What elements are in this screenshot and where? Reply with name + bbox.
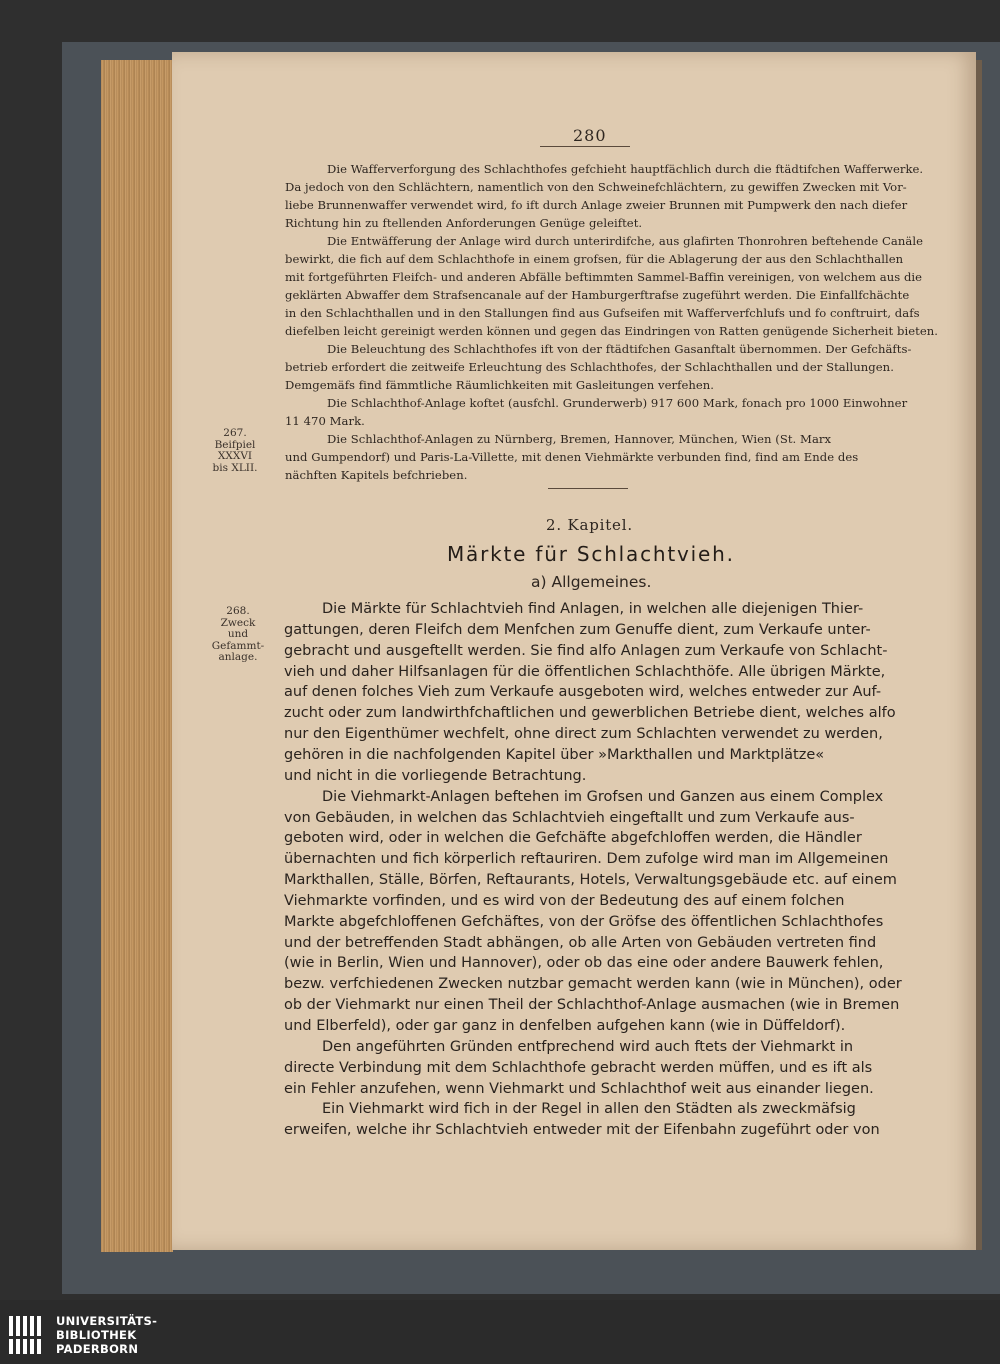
top-text-line: Demgemäfs find fämmtliche Räumlichkeiten mit Gasleitungen verfehen.: [285, 378, 715, 392]
body-text-line: Markte abgefchloffenen Gefchäftes, von der Gröfse des öffentlichen Schlachthofes: [284, 913, 884, 930]
body-text-line: erweifen, welche ihr Schlachtvieh entweder mit der Eifenbahn zugeführt oder von: [284, 1122, 880, 1139]
footer-bar: [0, 1300, 1000, 1364]
logo-text-line-1: UNIVERSITÄTS-: [56, 1314, 158, 1328]
top-text-line: mit fortgeführten Fleifch- und anderen Abfälle beftimmten Sammel-Baffin vereinigen, von welchem aus die: [285, 270, 923, 284]
body-text-line: Ein Viehmarkt wird fich in der Regel in allen den Städten als zweckmäfsig: [322, 1101, 856, 1118]
top-text-line: nächften Kapitels befchrieben.: [285, 468, 468, 482]
body-text-line: geboten wird, oder in welchen die Gefchäfte abgefchloffen werden, die Händler: [284, 830, 862, 847]
top-text-line: Die Schlachthof-Anlagen zu Nürnberg, Bremen, Hannover, München, Wien (St. Marx: [327, 432, 832, 446]
top-text-line: Die Wafferverforgung des Schlachthofes gefchieht hauptfächlich durch die ftädtifchen Wafferwerke.: [327, 162, 924, 176]
body-text-line: Die Märkte für Schlachtvieh find Anlagen, in welchen alle diejenigen Thier-: [322, 601, 864, 617]
top-text-line: in den Schlachthallen und in den Stallungen find aus Gufseifen mit Wafferverfchlufs und fo conftruirt, dafs: [285, 306, 920, 320]
top-text-line: Da jedoch von den Schlächtern, namentlich von den Schweinefchlächtern, zu gewiffen Zwecken mit Vor-: [285, 180, 907, 194]
top-text-line: 11 470 Mark.: [285, 414, 365, 428]
body-text-line: auf denen folches Vieh zum Verkaufe ausgeboten wird, welches entweder zur Auf-: [284, 684, 882, 701]
page-number: 280: [573, 126, 607, 145]
section-title: a) Allgemeines.: [531, 573, 652, 591]
margin-note-267: 267. Beifpiel XXXVI bis XLII.: [212, 427, 258, 474]
body-text-line: directe Verbindung mit dem Schlachthofe gebracht werden müffen, und es ift als: [284, 1059, 873, 1076]
top-text-line: liebe Brunnenwaffer verwendet wird, fo ift durch Anlage zweier Brunnen mit Pumpwerk den nach diefer: [285, 198, 908, 212]
body-text-line: zucht oder zum landwirthfchaftlichen und gewerblichen Betriebe dient, welches alfo: [284, 705, 896, 722]
margin-note-268: 268. Zweck und Gefammt- anlage.: [211, 605, 265, 663]
body-text-line: und nicht in die vorliegende Betrachtung.: [284, 767, 587, 784]
body-text-line: ein Fehler anzufehen, wenn Viehmarkt und Schlachthof weit aus einander liegen.: [284, 1080, 874, 1097]
logo-text-line-3: PADERBORN: [56, 1342, 139, 1356]
page-edges: [101, 60, 173, 1252]
body-text-line: gattungen, deren Fleifch dem Menfchen zum Genuffe dient, zum Verkaufe unter-: [284, 621, 871, 638]
top-text-line: Die Schlachthof-Anlage koftet (ausfchl. Grunderwerb) 917 600 Mark, fonach pro 1000 Einwohner: [327, 396, 908, 410]
chapter-label: 2. Kapitel.: [546, 516, 633, 534]
top-text-line: Die Beleuchtung des Schlachthofes ift von der ftädtifchen Gasanftalt übernommen. Der Gefchäfts-: [327, 342, 912, 356]
body-text-line: Markthallen, Ställe, Börfen, Reftaurants, Hotels, Verwaltungsgebäude etc. auf einem: [284, 872, 897, 889]
body-text-line: (wie in Berlin, Wien und Hannover), oder ob das eine oder andere Bauwerk fehlen,: [284, 955, 884, 972]
top-text-line: geklärten Abwaffer dem Strafsencanale auf der Hamburgerftrafse zugeführt werden. Die Einfallfchächte: [285, 288, 910, 302]
body-text-line: von Gebäuden, in welchen das Schlachtvieh eingeftallt und zum Verkaufe aus-: [284, 809, 855, 826]
body-text-line: Den angeführten Gründen entfprechend wird auch ftets der Viehmarkt in: [322, 1038, 854, 1055]
body-text-line: nur den Eigenthümer wechfelt, ohne direct zum Schlachten verwendet zu werden,: [284, 726, 883, 743]
top-text-line: diefelben leicht gereinigt werden können und gegen das Eindringen von Ratten genügende Sicherheit bieten.: [285, 324, 939, 338]
section-divider: [548, 488, 628, 489]
body-text-line: gebracht und ausgeftellt werden. Sie find alfo Anlagen zum Verkaufe von Schlacht-: [284, 642, 888, 659]
body-text-line: und Elberfeld), oder gar ganz in denfelben aufgehen kann (wie in Düffeldorf).: [284, 1018, 846, 1034]
body-text-line: bezw. verfchiedenen Zwecken nutzbar gemacht werden kann (wie in München), oder: [284, 976, 902, 993]
top-text-line: betrieb erfordert die zeitweife Erleuchtung des Schlachthofes, der Schlachthallen und der Stallungen.: [285, 360, 894, 374]
top-text-line: bewirkt, die fich auf dem Schlachthofe in einem grofsen, für die Ablagerung der aus den Schlachthallen: [285, 252, 904, 266]
top-text-line: und Gumpendorf) und Paris-La-Villette, mit denen Viehmärkte verbunden find, find am Ende des: [285, 450, 859, 464]
body-text-line: vieh und daher Hilfsanlagen für die öffentlichen Schlachthöfe. Alle übrigen Märkte,: [284, 663, 886, 680]
body-text-line: Die Viehmarkt-Anlagen beftehen im Grofsen und Ganzen aus einem Complex: [322, 788, 884, 805]
page-number-rule: [540, 146, 630, 147]
top-text-line: Die Entwäfferung der Anlage wird durch unterirdifche, aus glafirten Thonrohren beftehende Canäle: [327, 234, 924, 248]
body-text-line: und der betreffenden Stadt abhängen, ob alle Arten von Gebäuden vertreten find: [284, 934, 877, 951]
body-text-line: gehören in die nachfolgenden Kapitel über »Markthallen und Marktplätze«: [284, 746, 825, 763]
body-text-line: übernachten und fich körperlich reftauriren. Dem zufolge wird man im Allgemeinen: [284, 851, 889, 868]
body-text-line: Viehmarkte vorfinden, und es wird von der Bedeutung des auf einem folchen: [284, 892, 845, 909]
top-text-line: Richtung hin zu ftellenden Anforderungen Genüge geleiftet.: [285, 216, 643, 230]
library-logo-icon: [6, 1312, 48, 1358]
chapter-title: Märkte für Schlachtvieh.: [447, 542, 735, 566]
logo-text-line-2: BIBLIOTHEK: [56, 1328, 137, 1342]
body-text-line: ob der Viehmarkt nur einen Theil der Schlachthof-Anlage ausmachen (wie in Bremen: [284, 997, 900, 1014]
